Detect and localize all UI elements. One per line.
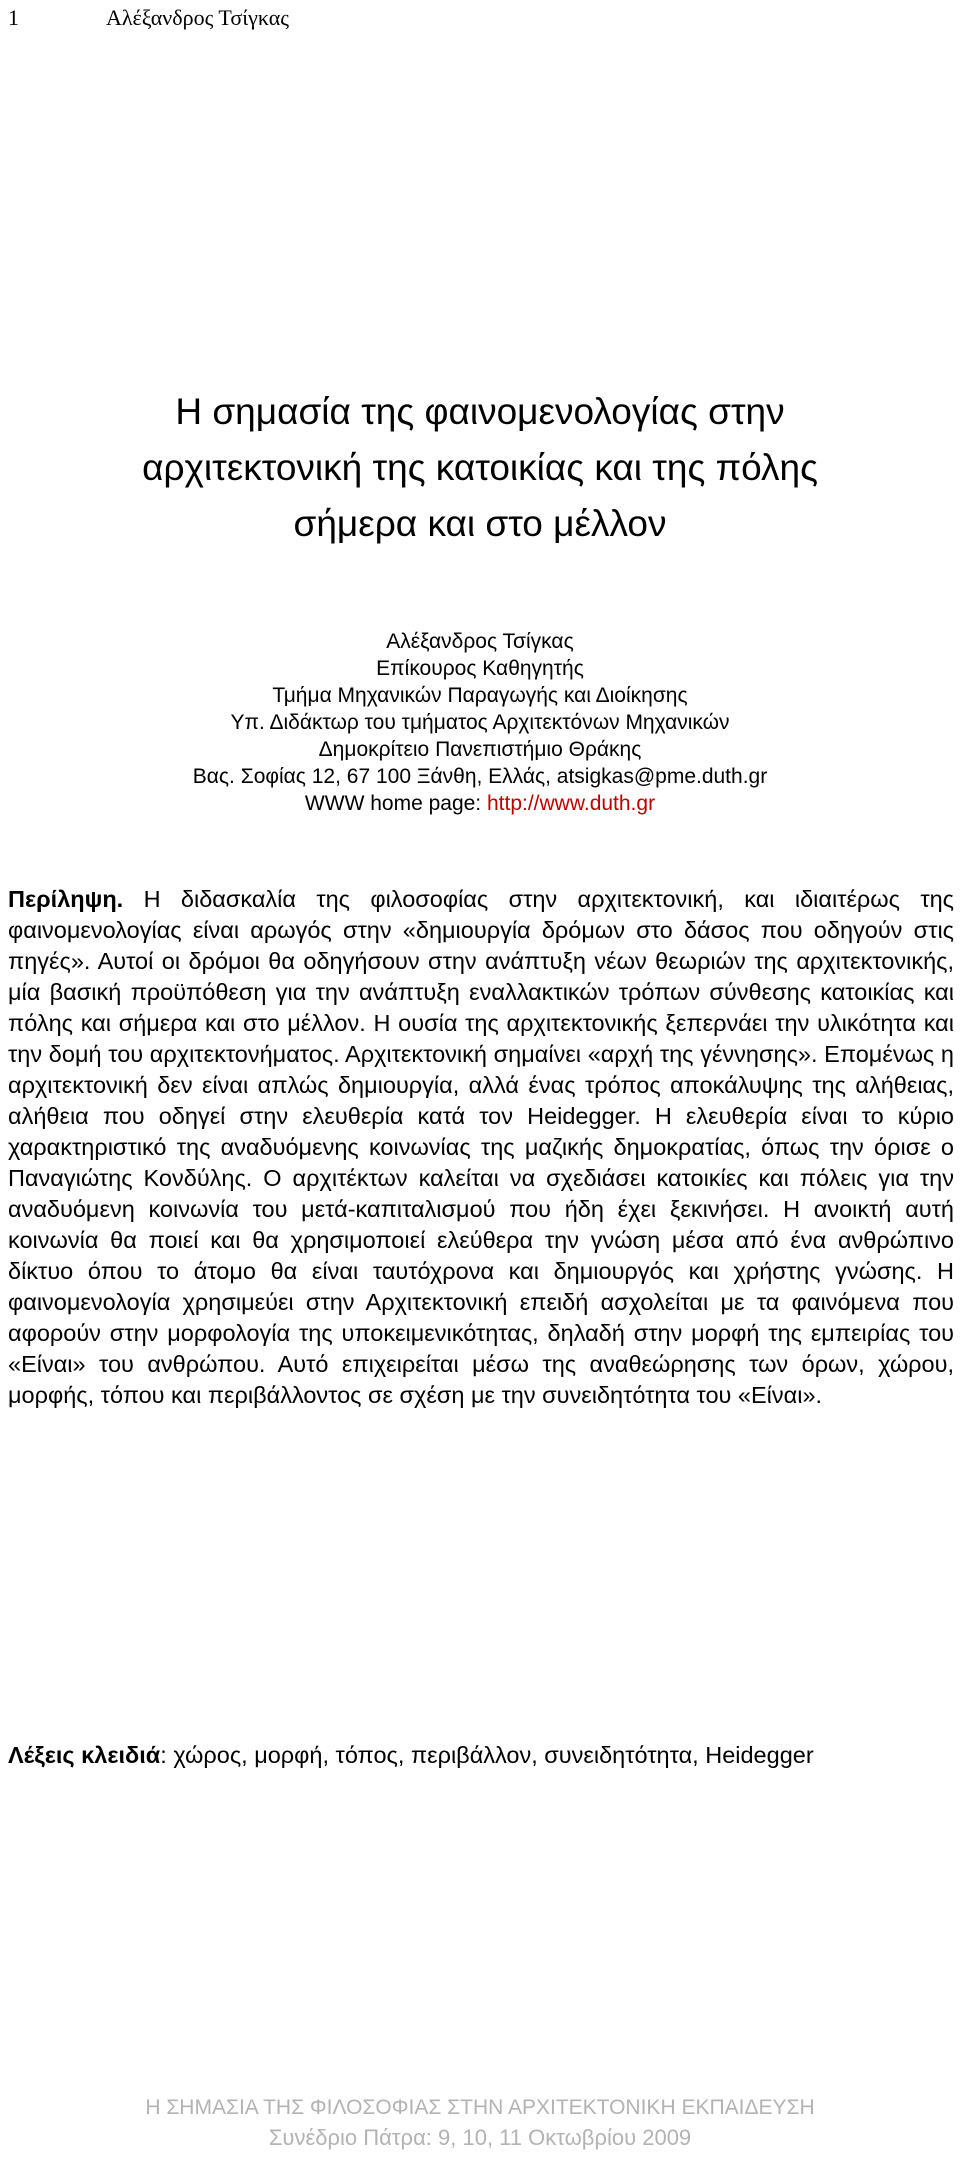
author-address: Βας. Σοφίας 12, 67 100 Ξάνθη, Ελλάς, atsigkas@pme.duth.gr — [192, 765, 768, 788]
title-line: αρχιτεκτονική της κατοικίας και της πόλης — [142, 447, 818, 488]
footer-conference-date: Συνέδριο Πάτρα: 9, 10, 11 Οκτωβρίου 2009 — [268, 2125, 692, 2150]
author-position: Επίκουρος Καθηγητής — [376, 657, 584, 680]
title-line: Η σημασία της φαινομενολογίας στην — [175, 391, 785, 432]
author-department: Τμήμα Μηχανικών Παραγωγής και Διοίκησης — [272, 684, 688, 707]
author-university: Δημοκρίτειο Πανεπιστήμιο Θράκης — [318, 738, 642, 761]
page-number: 1 — [8, 5, 19, 30]
abstract-label: Περίληψη. — [8, 886, 124, 912]
abstract — [8, 884, 954, 1411]
author-doctoral: Υπ. Διδάκτωρ του τμήματος Αρχιτεκτόνων Μηχανικών — [230, 711, 730, 734]
abstract-text: Η διδασκαλία της φιλοσοφίας στην αρχιτεκτονική, και ιδιαιτέρως της φαινομενολογίας είναι αρωγός στην «δημιουργία δρόμων στο δάσος που οδηγούν στις πηγές». Αυτοί οι δρόμοι θα οδηγήσουν στην ανάπτυξη νέων θεωριών της αρχιτεκτονικής, μία βασική προϋπόθεση για την ανάπτυξη εναλλακτικών τρόπων σύνθεσης κατοικίας και πόλης και σήμερα και στο μέλλον. Η ουσία της αρχιτεκτονικής ξεπερνάει την υλικότητα και την δομή του αρχιτεκτονήματος. Αρχιτεκτονική σημαίνει «αρχή της γέννησης». Επομένως η αρχιτεκτονική δεν είναι απλώς δημιουργία, αλλά ένας τρόπος αποκάλυψης της αλήθειας, αλήθεια που οδηγεί στην ελευθερία κατά τον Heidegger. Η ελευθερία είναι το κύριο χαρακτηριστικό της αναδυόμενης κοινωνίας της μαζικής δημοκρατίας, όπως την όρισε ο Παναγιώτης Κονδύλης. Ο αρχιτέκτων καλείται να σχεδιάσει κατοικίες και πόλεις για την αναδυόμενη κοινωνία του μετά-καπιταλισμού που ήδη έχει ξεκινήσει. Η ανοικτή αυτή κοινωνία θα ποιεί και θα χρησιμοποιεί ελεύθερα την γνώση μέσα από ένα ανθρώπινο δίκτυο όπου το άτομο θα είναι ταυτόχρονα και δημιουργός και χρήστης γνώσης. Η φαινομενολογία χρησιμεύει στην Αρχιτεκτονική επειδή ασχολείται με τα φαινόμενα που αφορούν στην μορφολογία της υποκειμενικότητας, δηλαδή στην μορφή της εμπειρίας του «Είναι» του ανθρώπου. Αυτό επιχειρείται μέσω της αναθεώρησης των όρων, χώρου, μορφής, τόπου και περιβάλλοντος σε σχέση με την συνειδητότητα του «Είναι». — [8, 886, 955, 1408]
keywords-label: Λέξεις κλειδιά — [8, 1742, 161, 1768]
homepage-link[interactable]: http://www.duth.gr — [486, 792, 656, 815]
header-author: Αλέξανδρος Τσίγκας — [106, 5, 289, 30]
title-line: σήμερα και στο μέλλον — [293, 503, 667, 544]
page-footer — [0, 2093, 960, 2153]
author-affiliation — [0, 628, 960, 817]
homepage-line — [0, 790, 960, 817]
paper-title — [0, 384, 960, 552]
footer-conference-title: Η ΣΗΜΑΣΙΑ ΤΗΣ ΦΙΛΟΣΟΦΙΑΣ ΣΤΗΝ ΑΡΧΙΤΕΚΤΟΝΙΚΗ ΕΚΠΑΙΔΕΥΣΗ — [145, 2096, 815, 2119]
keywords — [8, 1740, 954, 1771]
author-name: Αλέξανδρος Τσίγκας — [386, 630, 574, 653]
homepage-label: WWW home page: — [304, 792, 487, 815]
running-header — [8, 4, 289, 32]
keywords-text: : χώρος, μορφή, τόπος, περιβάλλον, συνειδητότητα, Heidegger — [160, 1742, 814, 1768]
